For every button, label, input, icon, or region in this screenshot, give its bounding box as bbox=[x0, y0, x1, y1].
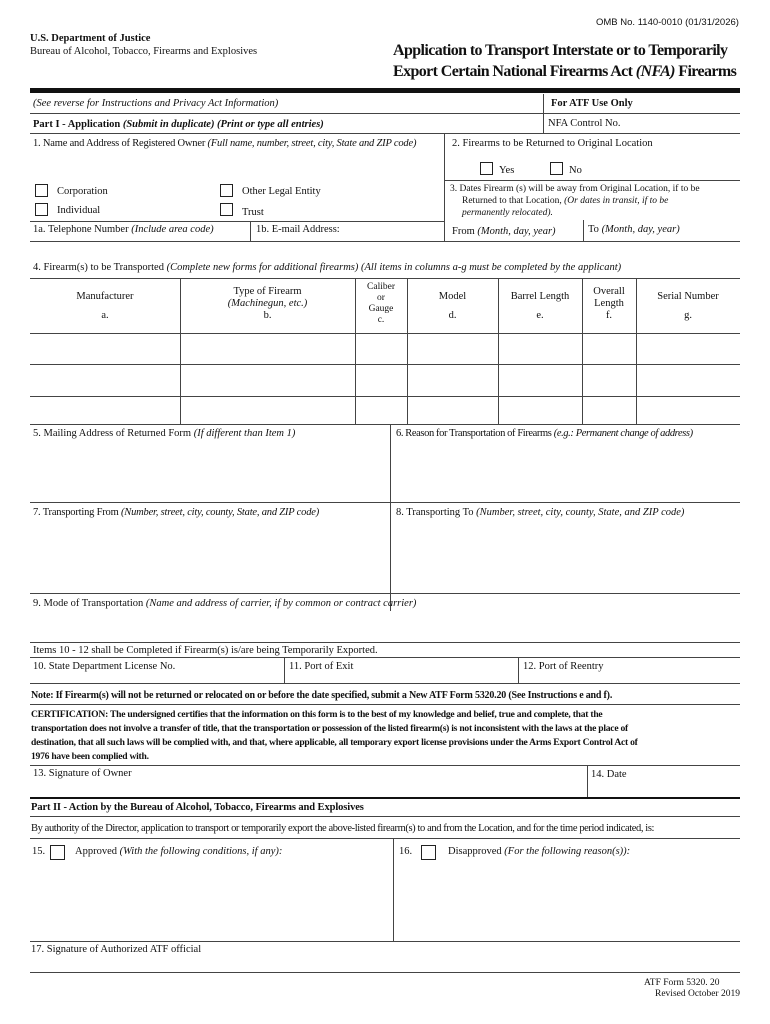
individual-checkbox[interactable] bbox=[35, 203, 48, 216]
column-header-g bbox=[636, 291, 740, 322]
firearm-row-1-cell[interactable] bbox=[637, 334, 739, 363]
item-16-number: 16. bbox=[399, 846, 413, 857]
column-header-text: Overall bbox=[593, 286, 625, 297]
approved-label: Approved (With the following conditions, if any): bbox=[75, 846, 283, 857]
disapproved-label: Disapproved (For the following reason(s)): bbox=[448, 846, 631, 857]
item-1a-label: 1a. Telephone Number (Include area code) bbox=[33, 224, 214, 235]
item-13-label: 13. Signature of Owner bbox=[33, 768, 132, 779]
column-header-text: Type of Firearm bbox=[233, 286, 302, 297]
trust-checkbox[interactable] bbox=[220, 203, 233, 216]
firearm-row-3-cell[interactable] bbox=[637, 397, 739, 423]
instructions-note: (See reverse for Instructions and Privacy Act Information) bbox=[33, 98, 279, 109]
firearm-row-3-cell[interactable] bbox=[408, 397, 497, 423]
column-header-text: Length bbox=[594, 298, 624, 309]
yes-label: Yes bbox=[499, 165, 515, 176]
item-1b-label: 1b. E-mail Address: bbox=[256, 224, 340, 235]
no-label: No bbox=[569, 165, 582, 176]
firearm-row-1-cell[interactable] bbox=[31, 334, 179, 363]
firearm-row-2-cell[interactable] bbox=[408, 365, 497, 395]
corporation-checkbox[interactable] bbox=[35, 184, 48, 197]
item-12-label: 12. Port of Reentry bbox=[523, 661, 604, 672]
header-rule bbox=[30, 88, 740, 93]
from-date-label: From (Month, day, year) bbox=[452, 226, 556, 237]
individual-label: Individual bbox=[57, 205, 101, 216]
firearm-row-1-cell[interactable] bbox=[408, 334, 497, 363]
firearm-row-2-cell[interactable] bbox=[356, 365, 406, 395]
bureau-name: Bureau of Alcohol, Tobacco, Firearms and Explosives bbox=[30, 46, 258, 57]
column-header-text: Gauge bbox=[368, 304, 394, 314]
part-1-heading: Part I - Application (Submit in duplicate) (Print or type all entries) bbox=[33, 119, 324, 130]
firearm-row-3-cell[interactable] bbox=[499, 397, 581, 423]
column-letter: d. bbox=[448, 310, 457, 321]
column-letter: g. bbox=[684, 310, 692, 321]
firearm-row-2-cell[interactable] bbox=[499, 365, 581, 395]
export-intro: Items 10 - 12 shall be Completed if Firearm(s) is/are being Temporarily Exported. bbox=[33, 645, 378, 656]
column-header-b bbox=[180, 286, 355, 322]
corporation-label: Corporation bbox=[57, 186, 108, 197]
column-header-text: Model bbox=[438, 291, 467, 302]
column-header-text: or bbox=[377, 293, 385, 303]
item-7-label: 7. Transporting From (Number, street, city, county, State, and ZIP code) bbox=[33, 507, 319, 518]
column-header-c bbox=[355, 282, 407, 326]
to-date-label: To (Month, day, year) bbox=[588, 224, 680, 235]
column-header-f bbox=[582, 286, 636, 322]
atf-use-only-label: For ATF Use Only bbox=[551, 98, 633, 109]
item-2-label: 2. Firearms to be Returned to Original Location bbox=[452, 138, 653, 149]
firearm-row-1-cell[interactable] bbox=[356, 334, 406, 363]
yes-checkbox[interactable] bbox=[480, 162, 493, 175]
other-legal-entity-checkbox[interactable] bbox=[220, 184, 233, 197]
column-header-text: Serial Number bbox=[657, 291, 719, 302]
firearm-row-1-cell[interactable] bbox=[499, 334, 581, 363]
trust-label: Trust bbox=[242, 207, 264, 218]
column-letter: e. bbox=[536, 310, 544, 321]
item-1-label: 1. Name and Address of Registered Owner (Full name, number, street, city, State and ZIP code) bbox=[33, 138, 417, 149]
item-15-number: 15. bbox=[32, 846, 46, 857]
part-2-rule bbox=[30, 797, 740, 799]
column-letter: a. bbox=[101, 310, 109, 321]
item-17-label: 17. Signature of Authorized ATF official bbox=[31, 944, 202, 955]
item-4-label: 4. Firearm(s) to be Transported (Complete new forms for additional firearms) (All items in columns a-g must be completed by the applicant) bbox=[33, 262, 622, 273]
item-3-label: 3. Dates Firearm (s) will be away from Original Location, if to be Returned to that Location, (Or dates in transit, if to be permanently relocated). bbox=[450, 184, 700, 218]
omb-number: OMB No. 1140-0010 (01/31/2026) bbox=[596, 17, 739, 28]
column-header-text: Caliber bbox=[367, 282, 395, 292]
column-header-a bbox=[30, 291, 180, 322]
firearm-row-3-cell[interactable] bbox=[356, 397, 406, 423]
column-header-text: Manufacturer bbox=[76, 291, 134, 302]
no-checkbox[interactable] bbox=[550, 162, 563, 175]
certification-text: CERTIFICATION: The undersigned certifies that the information on this form is to the best of my knowledge and belief, true and complete, that the transportation does not involve a transfer of title, that the transportation or possession of the listed firearm(s) is not inconsistent with the laws at the place of destination, that all such laws will be complied with, and that, where applicable, all temporary export license provisions under the Arms Export Control Act of 1976 have been complied with. bbox=[31, 709, 638, 762]
item-6-label: 6. Reason for Transportation of Firearms (e.g.: Permanent change of address) bbox=[396, 428, 693, 439]
authority-text: By authority of the Director, application to transport or temporarily export the above-listed firearm(s) to and from the Location, and for the time period indicated, is: bbox=[31, 823, 655, 834]
other-legal-entity-label: Other Legal Entity bbox=[242, 186, 321, 197]
column-header-e bbox=[498, 291, 582, 322]
firearm-row-2-cell[interactable] bbox=[31, 365, 179, 395]
form-number: ATF Form 5320. 20 bbox=[644, 978, 720, 988]
column-letter: b. bbox=[263, 310, 272, 321]
item-11-label: 11. Port of Exit bbox=[289, 661, 354, 672]
disapproved-checkbox[interactable] bbox=[421, 845, 436, 860]
column-header-text: (Machinegun, etc.) bbox=[227, 298, 308, 309]
revision-date: Revised October 2019 bbox=[655, 989, 740, 999]
item-8-label: 8. Transporting To (Number, street, city, county, State, and ZIP code) bbox=[396, 507, 685, 518]
firearm-row-2-cell[interactable] bbox=[583, 365, 635, 395]
column-header-text: Barrel Length bbox=[510, 291, 570, 302]
note-text: Note: If Firearm(s) will not be returned or relocated on or before the date specified, submit a New ATF Form 5320.20 (See Instructions e and f). bbox=[31, 690, 613, 701]
column-header-d bbox=[407, 291, 498, 322]
firearm-row-1-cell[interactable] bbox=[583, 334, 635, 363]
firearm-row-2-cell[interactable] bbox=[637, 365, 739, 395]
firearm-row-3-cell[interactable] bbox=[31, 397, 179, 423]
firearm-row-3-cell[interactable] bbox=[181, 397, 354, 423]
firearm-row-2-cell[interactable] bbox=[181, 365, 354, 395]
item-9-label: 9. Mode of Transportation (Name and address of carrier, if by common or contract carrier) bbox=[33, 598, 417, 609]
item-5-label: 5. Mailing Address of Returned Form (If different than Item 1) bbox=[33, 428, 296, 439]
nfa-control-label: NFA Control No. bbox=[548, 118, 621, 129]
department-name: U.S. Department of Justice bbox=[30, 33, 151, 44]
form-title-line-2: Export Certain National Firearms Act (NFA) Firearms bbox=[393, 63, 737, 80]
column-letter: f. bbox=[605, 310, 613, 321]
item-10-label: 10. State Department License No. bbox=[33, 661, 176, 672]
column-letter: c. bbox=[377, 315, 385, 325]
part-2-heading: Part II - Action by the Bureau of Alcohol, Tobacco, Firearms and Explosives bbox=[31, 802, 364, 813]
item-14-label: 14. Date bbox=[591, 769, 627, 780]
firearm-row-3-cell[interactable] bbox=[583, 397, 635, 423]
approved-checkbox[interactable] bbox=[50, 845, 65, 860]
form-title-line-1: Application to Transport Interstate or to Temporarily bbox=[393, 42, 728, 59]
firearm-row-1-cell[interactable] bbox=[181, 334, 354, 363]
